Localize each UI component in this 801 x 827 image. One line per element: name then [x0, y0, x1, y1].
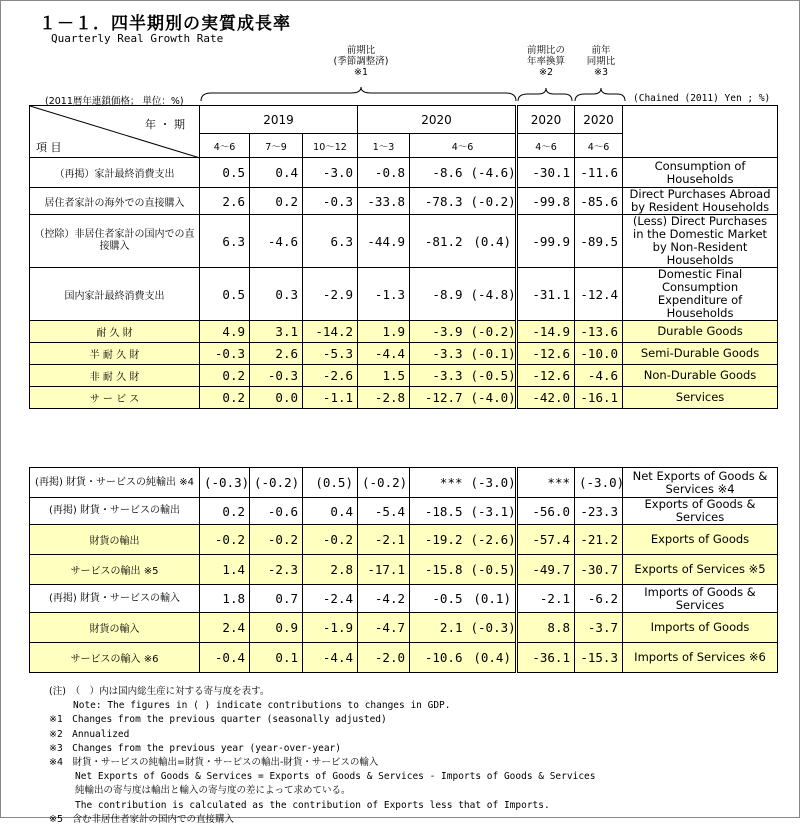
value-cell: -0.3	[200, 343, 250, 365]
value-cell: (-0.2)	[250, 468, 303, 498]
table-row	[30, 268, 778, 321]
table-net-exports-body	[30, 468, 778, 673]
row-label-ja: 財貨の輸入	[30, 613, 200, 643]
value-cell: (-0.5)	[467, 365, 517, 387]
value-cell: 6.3	[200, 215, 250, 268]
value-cell: -10.0	[575, 343, 623, 365]
note-line: 純輸出の寄与度は輸出と輸入の寄与度の差によって求めている。	[75, 785, 351, 797]
value-cell: -21.2	[575, 525, 623, 555]
value-cell: -5.3	[303, 343, 358, 365]
value-cell: (-3.1)	[467, 498, 517, 525]
value-cell: -1.3	[358, 268, 410, 321]
page-title: １－１．四半期別の実質成長率	[39, 14, 291, 34]
value-cell: 1.9	[358, 321, 410, 343]
value-cell: -0.2	[303, 525, 358, 555]
row-label-en: Domestic Final Consumption Expenditure of Households	[623, 268, 778, 321]
value-cell: 0.0	[250, 387, 303, 409]
english-header-blank	[623, 106, 778, 158]
table-row	[30, 365, 778, 387]
value-cell: -81.2	[410, 215, 467, 268]
value-cell: 0.5	[200, 158, 250, 188]
table-row	[30, 585, 778, 613]
value-cell: (-4.6)	[467, 158, 517, 188]
note-line: ※4 財貨・サービスの純輸出=財貨・サービスの輸出-財貨・サービスの輸入	[49, 757, 379, 769]
qoq-brace	[201, 87, 516, 101]
value-cell: (0.4)	[467, 643, 517, 673]
value-cell: -0.8	[358, 158, 410, 188]
row-label-en: Consumption of Households	[623, 158, 778, 188]
table-row	[30, 468, 778, 498]
value-cell: -0.5	[410, 585, 467, 613]
value-cell: -33.8	[358, 188, 410, 215]
value-cell: 0.5	[200, 268, 250, 321]
row-label-en: Direct Purchases Abroad by Resident Households	[623, 188, 778, 215]
row-label-ja: （再掲）家計最終消費支出	[30, 158, 200, 188]
qoq-note-line: ※1	[353, 67, 368, 78]
row-label-en: Imports of Services ※6	[623, 643, 778, 673]
table-net-exports	[29, 467, 778, 673]
value-cell: 1.8	[200, 585, 250, 613]
value-cell: 0.9	[250, 613, 303, 643]
year-2020-header: 2020	[358, 106, 517, 134]
value-cell: (-0.3)	[200, 468, 250, 498]
value-cell: (0.4)	[467, 215, 517, 268]
ann-brace	[518, 88, 572, 101]
value-cell: -8.9	[410, 268, 467, 321]
value-cell: 2.1	[410, 613, 467, 643]
value-cell: 0.7	[250, 585, 303, 613]
value-cell: -2.8	[358, 387, 410, 409]
value-cell: -0.6	[250, 498, 303, 525]
value-cell: -42.0	[517, 387, 575, 409]
value-cell: (0.5)	[303, 468, 358, 498]
table-row	[30, 387, 778, 409]
value-cell: -2.0	[358, 643, 410, 673]
value-cell: -0.2	[250, 525, 303, 555]
value-cell: 2.6	[250, 343, 303, 365]
value-cell: -2.9	[303, 268, 358, 321]
value-cell: (-4.0)	[467, 387, 517, 409]
value-cell: -8.6	[410, 158, 467, 188]
row-label-en: Imports of Goods & Services	[623, 585, 778, 613]
yoy-note-line: ※3	[593, 67, 608, 78]
value-cell: -78.3	[410, 188, 467, 215]
row-label-ja: サービスの輸入 ※6	[30, 643, 200, 673]
value-cell: 1.4	[200, 555, 250, 585]
value-cell: -0.3	[303, 188, 358, 215]
value-cell: 0.1	[250, 643, 303, 673]
row-label-en: Exports of Goods & Services	[623, 498, 778, 525]
value-cell: -0.2	[200, 525, 250, 555]
value-cell: -12.6	[517, 343, 575, 365]
yoy-note-line: 前年	[591, 45, 611, 56]
value-cell: ***	[410, 468, 467, 498]
value-cell: (0.1)	[467, 585, 517, 613]
note-line: ※1 Changes from the previous quarter (seasonally adjusted)	[49, 714, 387, 726]
year-period-label: 年 ・ 期	[145, 118, 185, 131]
value-cell: -18.5	[410, 498, 467, 525]
value-cell: -3.7	[575, 613, 623, 643]
header-corner-cell	[30, 106, 200, 158]
value-cell: 0.4	[250, 158, 303, 188]
value-cell: -44.9	[358, 215, 410, 268]
value-cell: -30.7	[575, 555, 623, 585]
value-cell: 2.6	[200, 188, 250, 215]
value-cell: -12.7	[410, 387, 467, 409]
value-cell: -2.1	[358, 525, 410, 555]
value-cell: -57.4	[517, 525, 575, 555]
value-cell: -3.3	[410, 343, 467, 365]
quarter-header: 1～3	[358, 134, 410, 158]
value-cell: -0.4	[200, 643, 250, 673]
table-row	[30, 188, 778, 215]
value-cell: -4.4	[303, 643, 358, 673]
value-cell: (-3.0)	[467, 468, 517, 498]
table-consumption	[29, 105, 778, 409]
ann-note-line: 前期比の	[526, 45, 565, 56]
quarter-header: 4～6	[517, 134, 575, 158]
value-cell: -56.0	[517, 498, 575, 525]
value-cell: 0.2	[250, 188, 303, 215]
value-cell: -3.0	[303, 158, 358, 188]
year-2019-header: 2019	[200, 106, 358, 134]
value-cell: -3.9	[410, 321, 467, 343]
unit-label-left: (2011暦年連鎖価格； 単位：%)	[45, 96, 184, 107]
value-cell: -99.8	[517, 188, 575, 215]
value-cell: -17.1	[358, 555, 410, 585]
value-cell: -2.3	[250, 555, 303, 585]
value-cell: 0.2	[200, 365, 250, 387]
row-label-en: (Less) Direct Purchases in the Domestic Market by Non-Resident Households	[623, 215, 778, 268]
ann-note-line: 年率換算	[526, 56, 565, 67]
value-cell: ***	[517, 468, 575, 498]
value-cell: -30.1	[517, 158, 575, 188]
row-label-en: Non-Durable Goods	[623, 365, 778, 387]
row-label-en: Exports of Services ※5	[623, 555, 778, 585]
note-line: ※5 含む非居住者家計の国内での直接購入	[49, 813, 235, 825]
value-cell: -14.2	[303, 321, 358, 343]
year-2020-annualized-header: 2020	[517, 106, 575, 134]
row-label-en: Exports of Goods	[623, 525, 778, 555]
yoy-brace	[575, 88, 625, 101]
value-cell: -13.6	[575, 321, 623, 343]
value-cell: -4.4	[358, 343, 410, 365]
year-2020-yoy-header: 2020	[575, 106, 623, 134]
item-label: 項 目	[36, 141, 62, 154]
table-row	[30, 158, 778, 188]
value-cell: (-0.3)	[467, 613, 517, 643]
value-cell: -6.2	[575, 585, 623, 613]
value-cell: -4.7	[358, 613, 410, 643]
row-label-ja: (再掲) 財貨・サービスの輸入	[30, 585, 200, 613]
ann-note-line: ※2	[538, 67, 553, 78]
value-cell: -3.3	[410, 365, 467, 387]
row-label-ja: （控除）非居住者家計の国内での直接購入	[30, 215, 200, 268]
yoy-note-line: 同期比	[586, 56, 616, 67]
value-cell: 4.9	[200, 321, 250, 343]
table-row	[30, 555, 778, 585]
value-cell: -85.6	[575, 188, 623, 215]
value-cell: (-0.2)	[467, 188, 517, 215]
quarter-header: 4～6	[410, 134, 517, 158]
value-cell: (-0.2)	[358, 468, 410, 498]
header-row-years	[30, 106, 778, 134]
table-consumption-body	[30, 158, 778, 409]
value-cell: -15.3	[575, 643, 623, 673]
value-cell: -23.3	[575, 498, 623, 525]
row-label-ja: 耐 久 財	[30, 321, 200, 343]
value-cell: 0.3	[250, 268, 303, 321]
value-cell: 0.4	[303, 498, 358, 525]
value-cell: -1.1	[303, 387, 358, 409]
value-cell: 8.8	[517, 613, 575, 643]
row-label-ja: サ ー ビ ス	[30, 387, 200, 409]
value-cell: -4.6	[250, 215, 303, 268]
note-line: The contribution is calculated as the contribution of Exports less that of Imports.	[75, 799, 550, 811]
value-cell: -4.2	[358, 585, 410, 613]
value-cell: -15.8	[410, 555, 467, 585]
value-cell: (-0.2)	[467, 321, 517, 343]
row-label-ja: 国内家計最終消費支出	[30, 268, 200, 321]
note-line: Net Exports of Goods & Services = Exports of Goods & Services - Imports of Goods & Services	[75, 771, 596, 783]
value-cell: -5.4	[358, 498, 410, 525]
quarter-header: 7～9	[250, 134, 303, 158]
row-label-ja: 半 耐 久 財	[30, 343, 200, 365]
table-row	[30, 343, 778, 365]
note-line: ※3 Changes from the previous year (year-over-year)	[49, 742, 341, 754]
value-cell: (-2.6)	[467, 525, 517, 555]
row-label-en: Durable Goods	[623, 321, 778, 343]
value-cell: -11.6	[575, 158, 623, 188]
page-subtitle: Quarterly Real Growth Rate	[51, 32, 224, 45]
value-cell: -2.4	[303, 585, 358, 613]
value-cell: -19.2	[410, 525, 467, 555]
value-cell: 1.5	[358, 365, 410, 387]
value-cell: -12.4	[575, 268, 623, 321]
value-cell: (-4.8)	[467, 268, 517, 321]
note-line: Note: The figures in ( ) indicate contributions to changes in GDP.	[73, 700, 451, 712]
value-cell: -4.6	[575, 365, 623, 387]
value-cell: -16.1	[575, 387, 623, 409]
row-label-ja: 居住者家計の海外での直接購入	[30, 188, 200, 215]
value-cell: -0.3	[250, 365, 303, 387]
quarter-header: 10～12	[303, 134, 358, 158]
qoq-note-line: 前期比	[346, 45, 376, 56]
value-cell: (-0.5)	[467, 555, 517, 585]
value-cell: 2.4	[200, 613, 250, 643]
table-row	[30, 613, 778, 643]
row-label-ja: サービスの輸出 ※5	[30, 555, 200, 585]
value-cell: -36.1	[517, 643, 575, 673]
value-cell: -89.5	[575, 215, 623, 268]
row-label-en: Semi-Durable Goods	[623, 343, 778, 365]
value-cell: -49.7	[517, 555, 575, 585]
note-line: (注) （ ）内は国内総生産に対する寄与度を表す。	[49, 686, 270, 697]
value-cell: 2.8	[303, 555, 358, 585]
row-label-ja: (再掲) 財貨・サービスの輸出	[30, 498, 200, 525]
value-cell: -1.9	[303, 613, 358, 643]
value-cell: -12.6	[517, 365, 575, 387]
value-cell: -14.9	[517, 321, 575, 343]
value-cell: 6.3	[303, 215, 358, 268]
notes-block	[49, 685, 595, 827]
quarter-header: 4～6	[575, 134, 623, 158]
value-cell: (-0.1)	[467, 343, 517, 365]
quarter-header: 4～6	[200, 134, 250, 158]
qoq-note-line: (季節調整済)	[333, 56, 389, 67]
value-cell: -2.6	[303, 365, 358, 387]
row-label-en: Imports of Goods	[623, 613, 778, 643]
table-row	[30, 498, 778, 525]
value-cell: (-3.0)	[575, 468, 623, 498]
value-cell: -2.1	[517, 585, 575, 613]
table-row	[30, 525, 778, 555]
row-label-ja: 財貨の輸出	[30, 525, 200, 555]
value-cell: 0.2	[200, 498, 250, 525]
unit-label-right: (Chained (2011) Yen ; %)	[633, 93, 771, 104]
table-row	[30, 321, 778, 343]
row-label-ja: 非 耐 久 財	[30, 365, 200, 387]
row-label-en: Net Exports of Goods & Services ※4	[623, 468, 778, 498]
value-cell: -10.6	[410, 643, 467, 673]
table-row	[30, 215, 778, 268]
value-cell: 3.1	[250, 321, 303, 343]
table-row	[30, 643, 778, 673]
row-label-ja: (再掲) 財貨・サービスの純輸出 ※4	[30, 468, 200, 498]
row-label-en: Services	[623, 387, 778, 409]
value-cell: 0.2	[200, 387, 250, 409]
value-cell: -31.1	[517, 268, 575, 321]
value-cell: -99.9	[517, 215, 575, 268]
note-line: ※2 Annualized	[49, 728, 130, 740]
